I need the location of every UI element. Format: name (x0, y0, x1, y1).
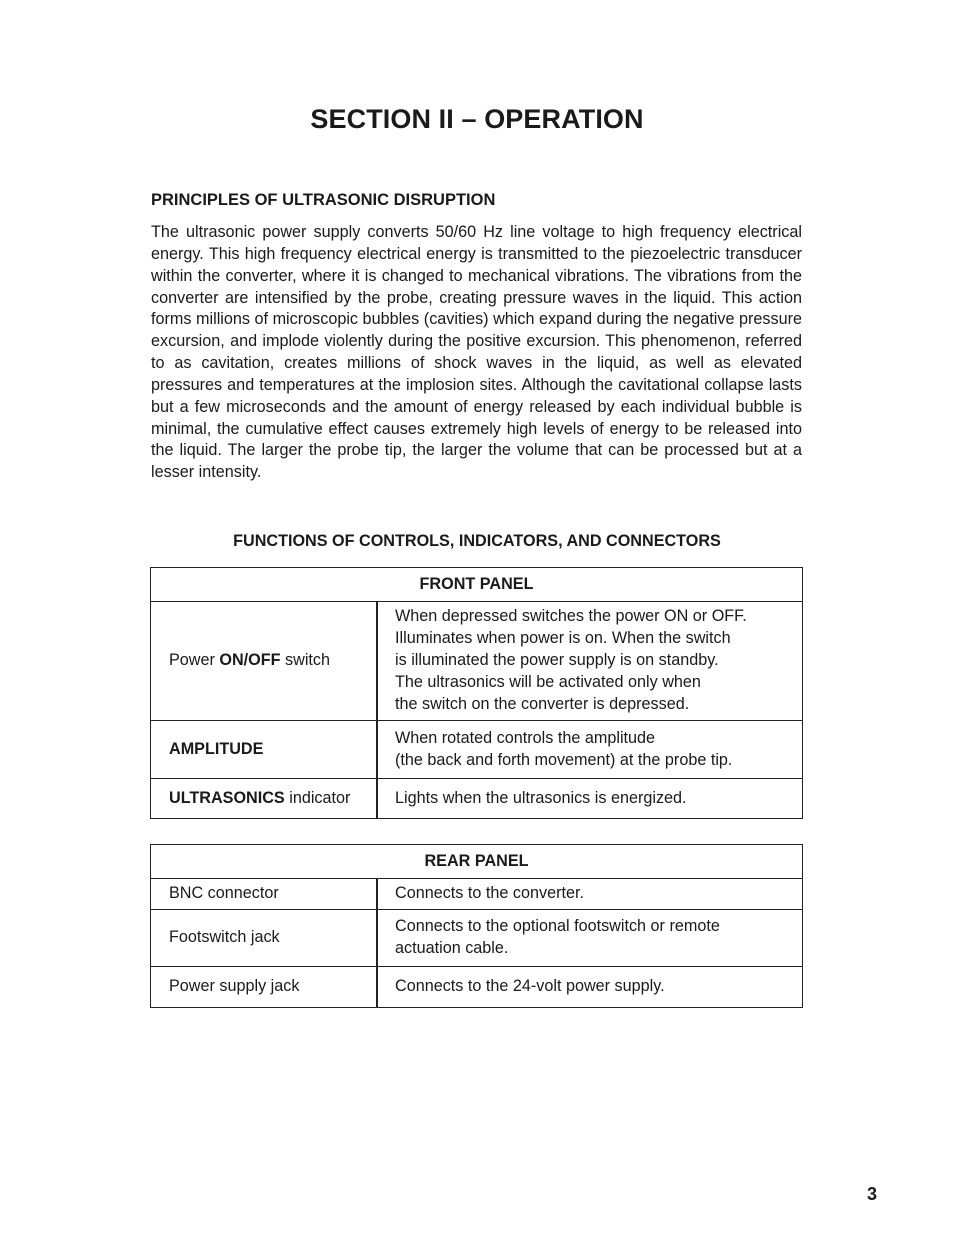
control-description (377, 602, 803, 721)
front-panel-table (150, 567, 803, 819)
desc-line: Connects to the 24-volt power supply. (395, 977, 665, 996)
rear-panel-table (150, 844, 803, 1008)
control-label (151, 721, 378, 779)
label-bold: ON/OFF (219, 651, 281, 670)
desc-line: Connects to the optional footswitch or remote (395, 917, 720, 936)
table-row (151, 879, 803, 910)
functions-title: FUNCTIONS OF CONTROLS, INDICATORS, AND CONNECTORS (233, 532, 721, 550)
front-panel-title: FRONT PANEL (151, 568, 803, 602)
table-row (151, 721, 803, 779)
desc-line: Illuminates when power is on. When the switch (395, 629, 731, 648)
label-bold: ULTRASONICS (169, 788, 285, 807)
connector-label: Power supply jack (151, 967, 378, 1008)
connector-description (377, 910, 803, 967)
label-bold: AMPLITUDE (169, 739, 264, 758)
connector-label: Footswitch jack (151, 910, 378, 967)
control-label (151, 602, 378, 721)
table-row (151, 602, 803, 721)
page-number: 3 (867, 1184, 878, 1204)
label-prefix: Power (169, 651, 220, 670)
label-suffix: switch (280, 651, 331, 670)
control-description (377, 721, 803, 779)
desc-line: is illuminated the power supply is on standby. (395, 651, 719, 670)
control-label (151, 779, 378, 819)
desc-line: the switch on the converter is depressed. (395, 694, 690, 713)
principles-heading: PRINCIPLES OF ULTRASONIC DISRUPTION (151, 191, 496, 209)
desc-line: Connects to the converter. (395, 884, 584, 903)
table-row (151, 967, 803, 1008)
desc-line: When rotated controls the amplitude (395, 728, 656, 747)
section-title: SECTION II – OPERATION (310, 104, 644, 134)
label-suffix: indicator (284, 788, 351, 807)
table-row (151, 779, 803, 819)
desc-line: actuation cable. (395, 939, 509, 957)
control-description (377, 779, 803, 819)
desc-line: When depressed switches the power ON or OFF. (395, 607, 747, 626)
rear-panel-title: REAR PANEL (151, 845, 803, 879)
desc-line: The ultrasonics will be activated only when (395, 672, 701, 691)
connector-description (377, 967, 803, 1008)
connector-label: BNC connector (151, 879, 378, 910)
connector-description (377, 879, 803, 910)
desc-line: (the back and forth movement) at the probe tip. (395, 750, 733, 769)
principles-body: The ultrasonic power supply converts 50/60 Hz line voltage to high frequency electrical energy. This high frequency electrical energy is transmitted to the piezoelectric transducer within the converter, where it is changed to mechanical vibrations. The vibrations from the converter are intensified by the probe, creating pressure waves in the liquid. This action forms millions of microscopic bubbles (cavities) which expand during the negative pressure excursion, and implode violently during the positive excursion. This phenomenon, referred to as cavitation, creates millions of shock waves in the liquid, as well as elevated pressures and temperatures at the implosion sites. Although the cavitational collapse lasts but a few microseconds and the amount of energy released by each individual bubble is minimal, the cumulative effect causes extremely high levels of energy to be released into the liquid. The larger the probe tip, the larger the volume that can be processed but at a lesser intensity. (151, 223, 802, 482)
desc-line: Lights when the ultrasonics is energized. (395, 788, 687, 807)
table-row (151, 910, 803, 967)
